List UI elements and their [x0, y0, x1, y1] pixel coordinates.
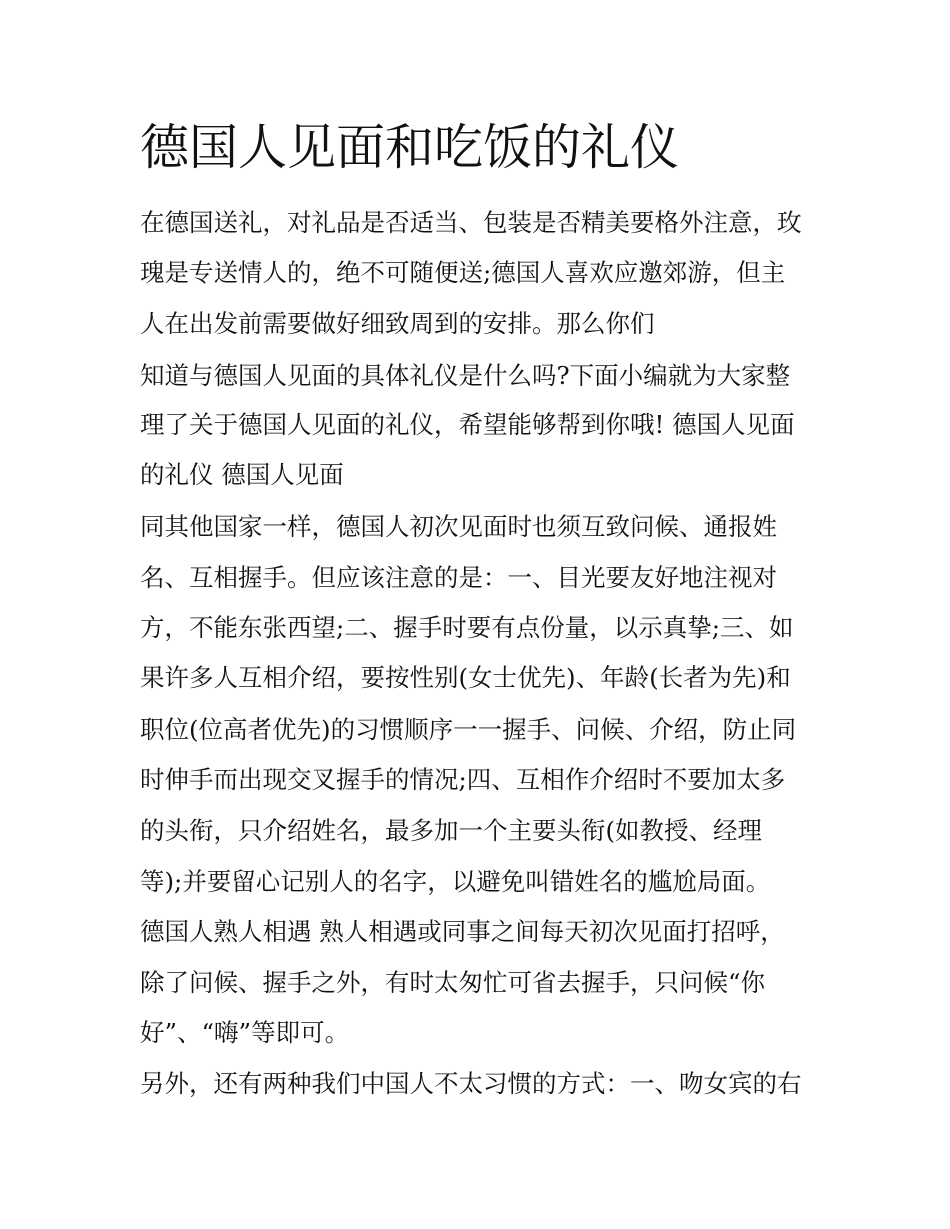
body-line: 知道与德国人见面的具体礼仪是什么吗?下面小编就为大家整 [140, 361, 791, 390]
body-line: 另外，还有两种我们中国人不太习惯的方式：一、吻女宾的右 [140, 1069, 802, 1098]
body-line: 除了问候、握手之外，有时太匆忙可省去握手，只问候“你 [140, 968, 766, 997]
body-line: 理了关于德国人见面的礼仪，希望能够帮到你哦! 德国人见面 [140, 410, 795, 439]
body-line: 同其他国家一样，德国人初次见面时也须互致问候、通报姓 [140, 512, 777, 541]
body-line: 方，不能东张西望;二、握手时要有点份量，以示真挚;三、如 [140, 613, 794, 642]
body-line: 的礼仪 德国人见面 [140, 460, 344, 489]
page-title: 德国人见面和吃饭的礼仪 [140, 119, 680, 176]
body-line: 时伸手而出现交叉握手的情况;四、互相作介绍时不要加太多 [140, 765, 786, 794]
body-line: 等);并要留心记别人的名字，以避免叫错姓名的尴尬局面。 [140, 867, 771, 896]
body-line: 在德国送礼，对礼品是否适当、包装是否精美要格外注意，玫 [140, 208, 802, 237]
body-line: 职位(位高者优先)的习惯顺序一一握手、问候、介绍，防止同 [140, 715, 797, 744]
body-line: 好”、“嗨”等即可。 [140, 1018, 350, 1047]
body-line: 名、互相握手。但应该注意的是：一、目光要友好地注视对 [140, 563, 777, 592]
body-line: 的头衔，只介绍姓名，最多加一个主要头衔(如教授、经理 [140, 816, 763, 845]
body-line: 果许多人互相介绍，要按性别(女士优先)、年龄(长者为先)和 [140, 663, 791, 692]
body-line: 德国人熟人相遇 熟人相遇或同事之间每天初次见面打招呼， [140, 917, 785, 946]
body-line: 瑰是专送情人的，绝不可随便送;德国人喜欢应邀郊游，但主 [140, 258, 786, 287]
body-line: 人在出发前需要做好细致周到的安排。那么你们 [140, 309, 655, 338]
